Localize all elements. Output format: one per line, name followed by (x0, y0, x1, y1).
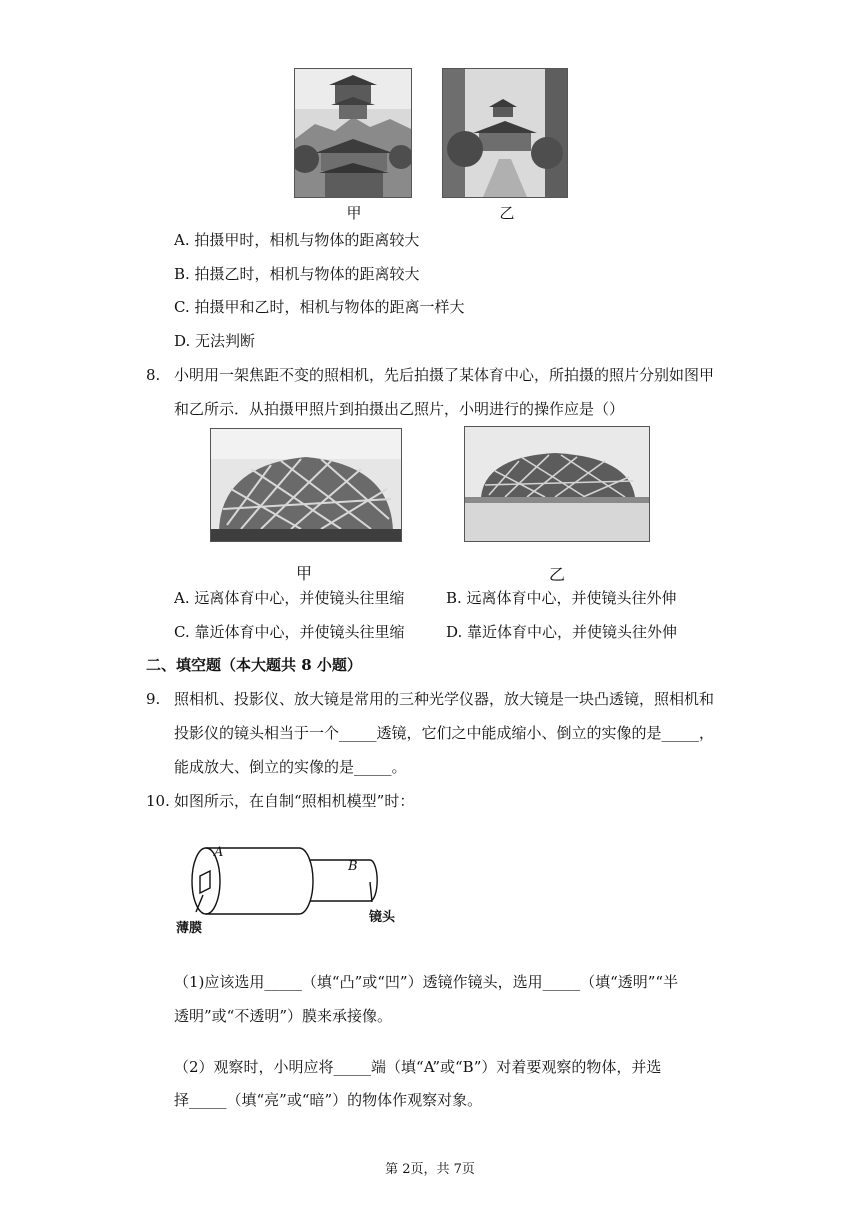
q7-option-b: B. 拍摄乙时，相机与物体的距离较大 (174, 265, 420, 283)
q8-option-c: C. 靠近体育中心，并使镜头往里缩 (174, 623, 405, 641)
q8-number: 8. (146, 366, 161, 384)
q7-option-d: D. 无法判断 (174, 332, 256, 350)
q10-part2-line1: （2）观察时，小明应将_____端（填“A”或“B”）对着要观察的物体，并选 (174, 1058, 662, 1076)
q10-part1-line2: 透明”或“不透明”）膜来承接像。 (174, 1007, 393, 1025)
diagram-label-b: B (348, 859, 358, 874)
q9-line3: 能成放大、倒立的实像的是_____。 (174, 758, 407, 776)
q10-part2-line2: 择_____（填“亮”或“暗”）的物体作观察对象。 (174, 1091, 483, 1109)
q8-photo-right (464, 426, 650, 542)
q7-photo-left (294, 68, 412, 198)
q8-caption-right: 乙 (548, 565, 565, 584)
q8-stem-line1: 小明用一架焦距不变的照相机，先后拍摄了某体育中心，所拍摄的照片分别如图甲 (174, 366, 715, 384)
q8-stem-line2: 和乙所示．从拍摄甲照片到拍摄出乙照片，小明进行的操作应是（） (174, 400, 625, 418)
diagram-label-lens: 镜头 (369, 910, 396, 925)
q8-option-b: B. 远离体育中心，并使镜头往外伸 (446, 589, 677, 607)
q9-number: 9. (146, 690, 161, 708)
q8-option-a: A. 远离体育中心，并使镜头往里缩 (174, 589, 405, 607)
q10-stem: 如图所示，在自制“照相机模型”时： (174, 792, 415, 810)
q8-option-d: D. 靠近体育中心，并使镜头往外伸 (446, 623, 678, 641)
q8-photo-left (210, 428, 402, 542)
page-footer: 第 2页，共 7页 (385, 1162, 475, 1177)
q10-part1-line1: （1)应该选用_____（填“凸”或“凹”）透镜作镜头，选用_____（填“透明”“半 (174, 973, 679, 991)
q9-line2: 投影仪的镜头相当于一个_____透镜，它们之中能成缩小、倒立的实像的是_____， (174, 724, 715, 742)
section-title: 二、填空题（本大题共 8 小题） (146, 656, 362, 674)
q7-photo-right (442, 68, 568, 198)
diagram-label-film: 薄膜 (176, 921, 203, 936)
q10-number: 10. (146, 792, 170, 810)
q8-caption-left: 甲 (295, 564, 312, 583)
q9-line1: 照相机、投影仪、放大镜是常用的三种光学仪器，放大镜是一块凸透镜，照相机和 (174, 690, 715, 708)
q7-option-c: C. 拍摄甲和乙时，相机与物体的距离一样大 (174, 298, 465, 316)
camera-model-diagram (176, 838, 416, 940)
q7-caption-left: 甲 (346, 204, 362, 222)
diagram-label-a: A (214, 845, 224, 860)
q7-caption-right: 乙 (499, 204, 515, 222)
q7-option-a: A. 拍摄甲时，相机与物体的距离较大 (174, 231, 420, 249)
